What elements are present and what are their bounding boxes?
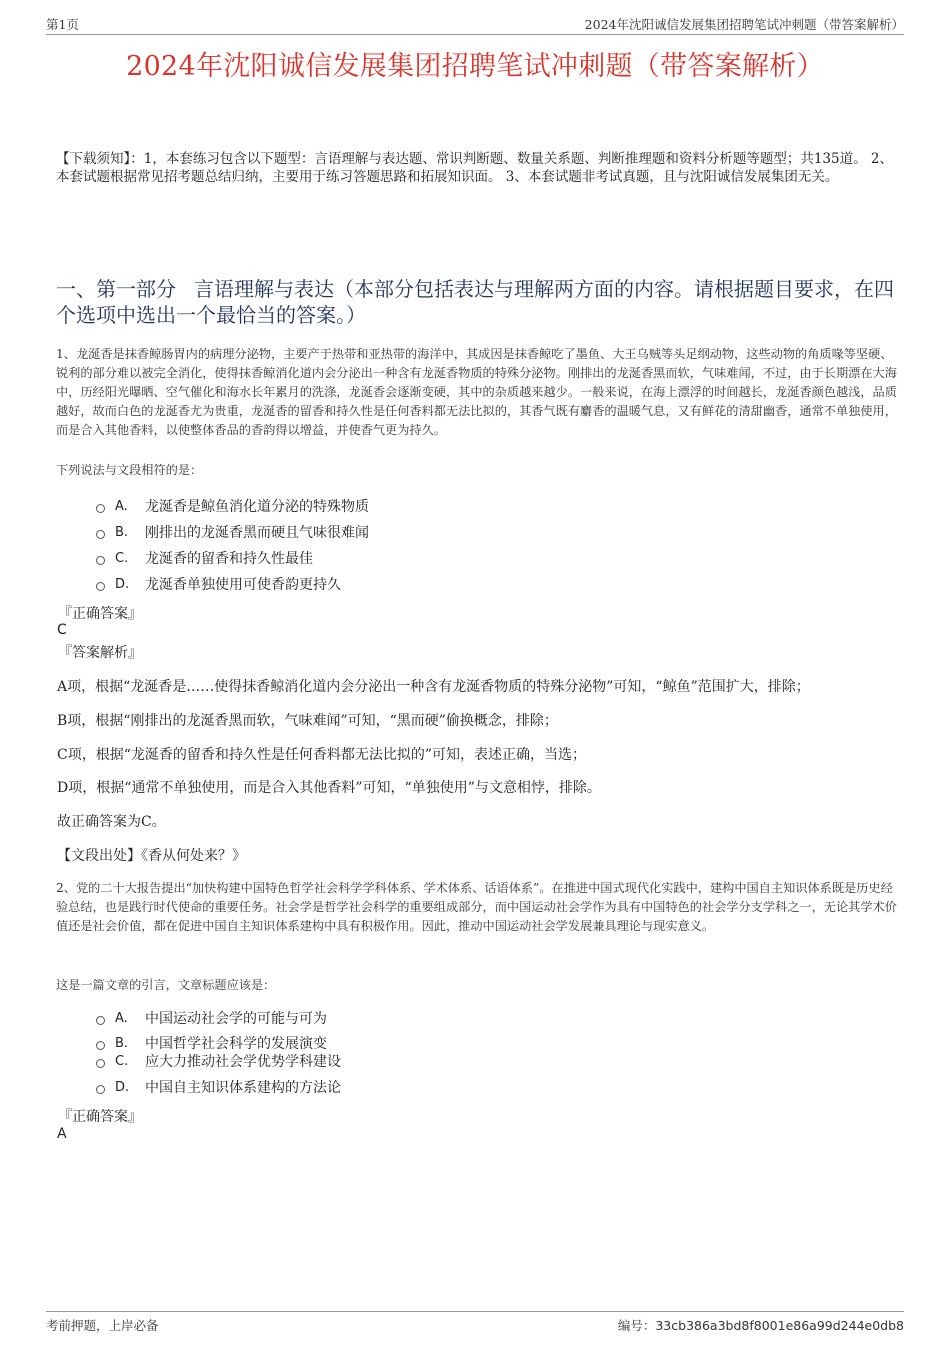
- option-text: 龙涎香单独使用可使香韵更持久: [145, 577, 341, 593]
- radio-icon[interactable]: [96, 504, 105, 513]
- footer-code: [618, 1316, 904, 1334]
- page-footer: [46, 1311, 904, 1336]
- question-1-prompt: 下列说法与文段相符的是：: [56, 463, 203, 477]
- question-1-option-b[interactable]: [96, 522, 369, 542]
- option-text: 中国自主知识体系建构的方法论: [145, 1080, 341, 1096]
- question-1-option-c[interactable]: [96, 548, 313, 568]
- footer-code-label: 编号：: [617, 1318, 656, 1333]
- section-title: 言语理解与表达（本部分包括表达与理解两方面的内容。请根据题目要求，在四个选项中选出一个最恰当的答案。）: [56, 277, 894, 327]
- option-letter: C.: [115, 550, 129, 566]
- question-2-option-a[interactable]: [96, 1008, 327, 1028]
- analysis-line-a: A项，根据“龙涎香是……使得抹香鲸消化道内会分泌出一种含有龙涎香物质的特殊分泌物”可知，“鲸鱼”范围扩大，排除；: [57, 679, 810, 695]
- analysis-line-b: B项，根据“刚排出的龙涎香黑而软，气味难闻”可知，“黑而硬”偷换概念，排除；: [57, 713, 558, 729]
- radio-icon[interactable]: [96, 1016, 105, 1025]
- option-letter: B.: [115, 1035, 129, 1051]
- option-text: 龙涎香是鲸鱼消化道分泌的特殊物质: [145, 499, 369, 515]
- radio-icon[interactable]: [96, 530, 105, 539]
- radio-icon[interactable]: [96, 1041, 105, 1050]
- question-1-answer: C: [57, 622, 67, 638]
- option-letter: B.: [115, 524, 129, 540]
- footer-code-value: 33cb386a3bd8f8001e86a99d244e0db8: [655, 1318, 904, 1333]
- page-number: 第1页: [46, 17, 79, 32]
- option-letter: A.: [115, 1010, 128, 1026]
- radio-icon[interactable]: [96, 582, 105, 591]
- option-text: 中国运动社会学的可能与可为: [145, 1011, 327, 1027]
- question-2-answer-label: 『正确答案』: [58, 1109, 142, 1125]
- analysis-conclusion: 故正确答案为C。: [57, 814, 166, 830]
- option-text: 中国哲学社会科学的发展演变: [145, 1036, 327, 1052]
- option-letter: C.: [115, 1053, 129, 1069]
- radio-icon[interactable]: [96, 1085, 105, 1094]
- section-heading: [56, 276, 894, 328]
- question-1-answer-label: 『正确答案』: [58, 606, 142, 622]
- option-text: 应大力推动社会学优势学科建设: [145, 1054, 341, 1070]
- question-1-analysis-label: 『答案解析』: [58, 645, 142, 661]
- option-text: 龙涎香的留香和持久性最佳: [145, 551, 313, 567]
- question-2-prompt: 这是一篇文章的引言，文章标题应该是：: [56, 978, 276, 992]
- question-2-option-b[interactable]: [96, 1033, 327, 1053]
- question-1-passage: 1、龙涎香是抹香鲸肠胃内的病理分泌物，主要产于热带和亚热带的海洋中，其成因是抹香鲸吃了墨鱼、大王乌贼等头足纲动物，这些动物的角质喙等坚硬、锐利的部分难以被完全消化，使得抹香鲸消化道内会分泌出一种含有龙涎香物质的特殊分泌物。刚排出的龙涎香黑而软，气味难闻，不过，由于长期漂在大海中，历经阳光曝晒、空气催化和海水长年累月的洗涤，龙涎香会逐渐变硬，其中的杂质越来越少。一般来说，在海上漂浮的时间越长，龙涎香颜色越浅，品质越好，故而白色的龙涎香尤为贵重，龙涎香的留香和持久性是任何香料都无法比拟的，其香气既有麝香的温暖气息，又有鲜花的清甜幽香，通常不单独使用，而是合入其他香料，以使整体香品的香韵得以增益，并使香气更为持久。: [56, 347, 897, 437]
- download-notice: 【下载须知】：1，本套练习包含以下题型：言语理解与表达题、常识判断题、数量关系题、判断推理题和资料分析题等题型；共135道。 2、本套试题根据常见招考题总结归纳，主要用于练习答题思路和拓展知识面。 3、本套试题非考试真题，且与沈阳诚信发展集团无关。: [56, 151, 893, 185]
- question-1-source: 【文段出处】《香从何处来？》: [57, 848, 246, 864]
- page-title: 2024年沈阳诚信发展集团招聘笔试冲刺题（带答案解析）: [126, 51, 824, 82]
- radio-icon[interactable]: [96, 556, 105, 565]
- radio-icon[interactable]: [96, 1059, 105, 1068]
- option-letter: D.: [115, 576, 130, 592]
- option-letter: A.: [115, 498, 128, 514]
- analysis-line-c: C项，根据“龙涎香的留香和持久性是任何香料都无法比拟的”可知，表述正确，当选；: [57, 747, 587, 763]
- page-header: [46, 14, 904, 35]
- question-2-option-c[interactable]: [96, 1051, 341, 1071]
- question-1-option-a[interactable]: [96, 496, 369, 516]
- footer-slogan: 考前押题，上岸必备: [46, 1318, 159, 1333]
- question-2-option-d[interactable]: [96, 1077, 341, 1097]
- analysis-line-d: D项，根据“通常不单独使用，而是合入其他香料”可知，“单独使用”与文意相悖，排除。: [57, 780, 601, 796]
- header-doc-title: 2024年沈阳诚信发展集团招聘笔试冲刺题（带答案解析）: [584, 17, 904, 32]
- question-2-answer: A: [57, 1126, 67, 1142]
- option-letter: D.: [115, 1079, 130, 1095]
- question-2-passage: 2、党的二十大报告提出“加快构建中国特色哲学社会科学学科体系、学术体系、话语体系”。在推进中国式现代化实践中，建构中国自主知识体系既是历史经验总结，也是践行时代使命的重要任务。社会学是哲学社会科学的重要组成部分，而中国运动社会学作为具有中国特色的社会学分支学科之一，无论其学术价值还是社会价值，都在促进中国自主知识体系建构中具有积极作用。因此，推动中国运动社会学发展兼具理论与现实意义。: [56, 881, 897, 933]
- question-1-option-d[interactable]: [96, 574, 341, 594]
- option-text: 刚排出的龙涎香黑而硬且气味很难闻: [145, 525, 369, 541]
- section-number: 一、第一部分: [56, 277, 176, 301]
